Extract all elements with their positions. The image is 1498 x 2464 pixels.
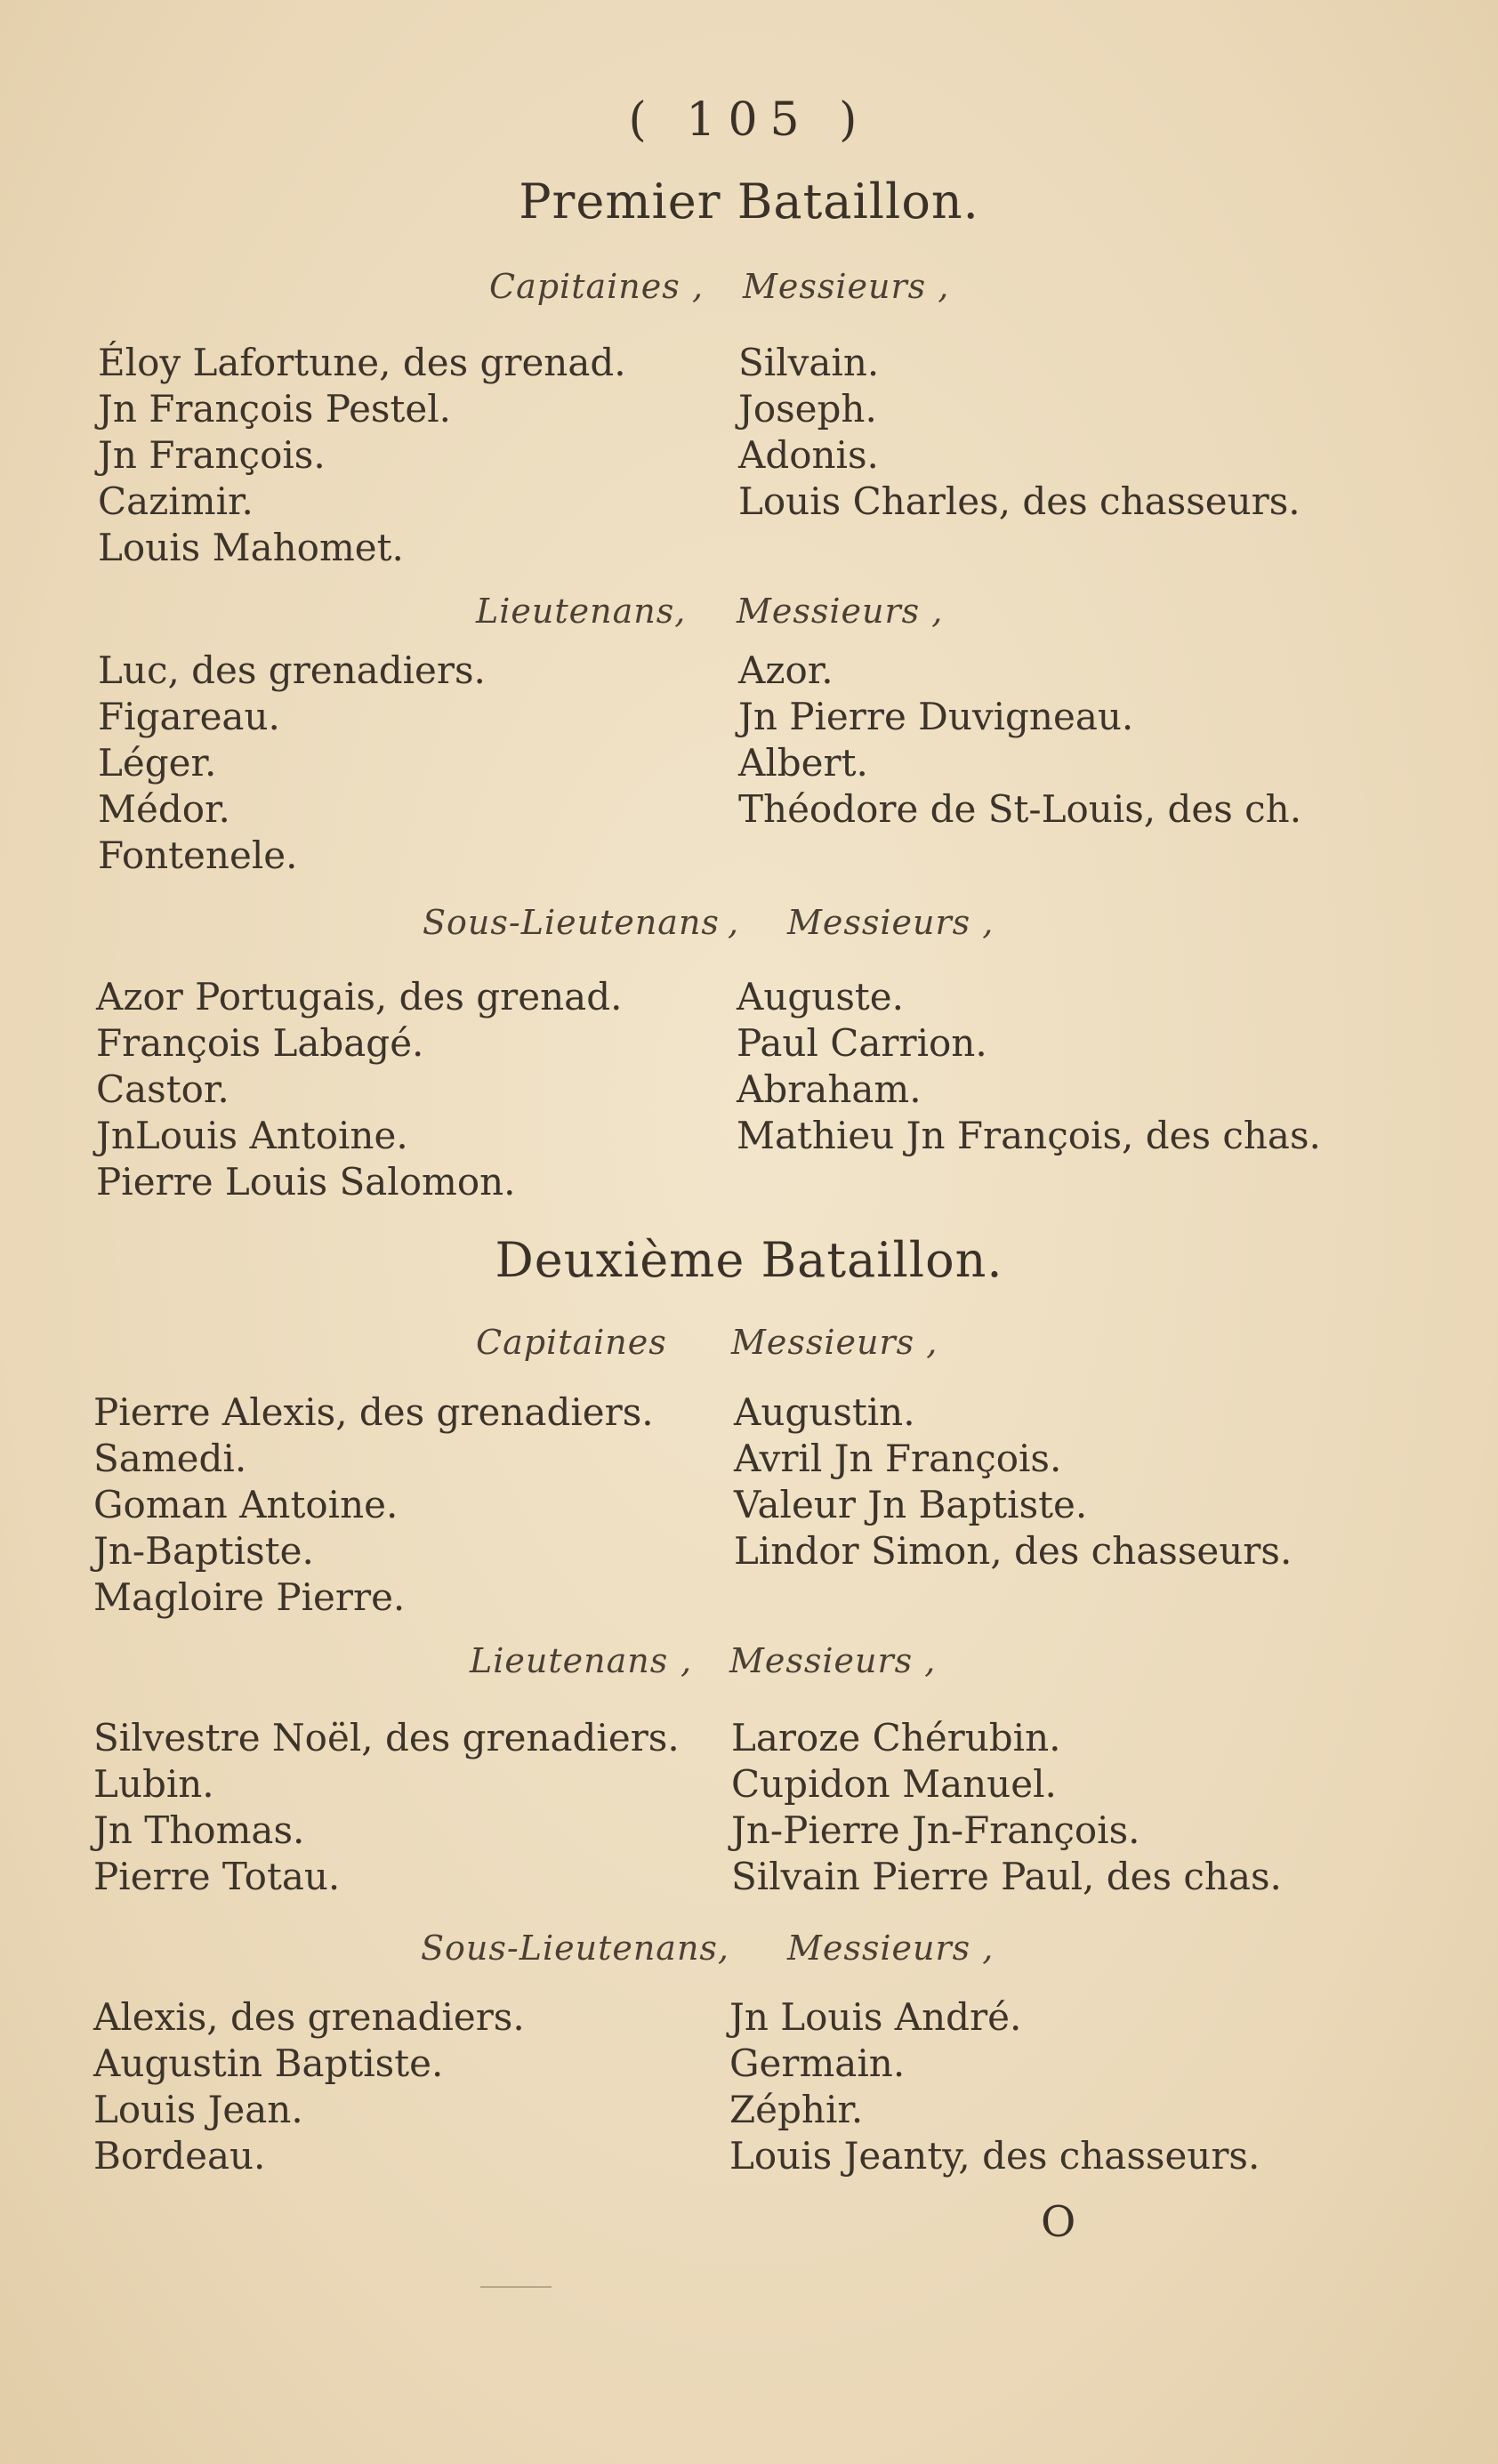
officer-entry: Samedi. — [93, 1437, 247, 1480]
officer-list-left — [98, 340, 626, 571]
officer-entry: Silvain Pierre Paul, des chas. — [731, 1855, 1282, 1898]
officer-entry: Valeur Jn Baptiste. — [734, 1483, 1088, 1526]
officer-entry: Auguste. — [737, 975, 904, 1019]
officer-entry: Silvain. — [738, 341, 880, 384]
officer-list-left — [93, 1715, 680, 1900]
officer-list-right — [738, 340, 1301, 525]
subheading-messieurs: Messieurs , — [743, 267, 950, 306]
officer-entry: Jn Thomas. — [93, 1808, 305, 1852]
officer-entry: Zéphir. — [729, 2088, 864, 2131]
officer-list-right — [734, 1389, 1292, 1574]
officer-entry: Paul Carrion. — [737, 1021, 987, 1065]
officer-entry: Cazimir. — [98, 479, 254, 523]
officer-entry: Fontenele. — [98, 833, 298, 877]
officer-entry: Bordeau. — [93, 2134, 266, 2178]
subheading-separator: , — [692, 267, 705, 306]
subheading-label: Lieutenans — [470, 1641, 669, 1680]
officer-entry: Lindor Simon, des chasseurs. — [734, 1529, 1293, 1573]
officer-entry: Léger. — [98, 741, 217, 785]
officer-entry: Augustin. — [734, 1390, 915, 1434]
officer-entry: Jn-Baptiste. — [93, 1529, 314, 1573]
officer-entry: Jn Pierre Duvigneau. — [738, 695, 1134, 738]
officer-entry: Laroze Chérubin. — [731, 1716, 1061, 1759]
officer-entry: Louis Charles, des chasseurs. — [738, 479, 1301, 523]
page-number: ( 105 ) — [628, 93, 870, 147]
officer-entry: Goman Antoine. — [93, 1483, 399, 1526]
officer-list-right — [731, 1715, 1282, 1900]
officer-entry: Pierre Louis Salomon. — [96, 1160, 516, 1204]
officer-entry: Augustin Baptiste. — [93, 2041, 444, 2085]
subheading-messieurs: Messieurs , — [731, 1323, 938, 1362]
officer-entry: Jn François Pestel. — [98, 387, 451, 431]
officer-entry: Pierre Totau. — [93, 1855, 341, 1898]
officer-entry: JnLouis Antoine. — [96, 1114, 408, 1157]
subheading-messieurs: Messieurs , — [729, 1641, 937, 1680]
officer-entry: Jn François. — [98, 433, 326, 477]
section-heading-deuxieme: Deuxième Bataillon. — [495, 1232, 1003, 1288]
officer-entry: Jn-Pierre Jn-François. — [731, 1808, 1140, 1852]
officer-entry: Magloire Pierre. — [93, 1575, 406, 1619]
officer-entry: Jn Louis André. — [729, 1995, 1022, 2039]
officer-list-right — [729, 1994, 1260, 2179]
officer-entry: Éloy Lafortune, des grenad. — [98, 341, 626, 384]
officer-entry: Pierre Alexis, des grenadiers. — [93, 1390, 654, 1434]
officer-entry: Germain. — [729, 2041, 906, 2085]
catchword-signature: O — [1041, 2197, 1076, 2247]
subheading-separator: , — [681, 1641, 693, 1680]
subheading-messieurs: Messieurs , — [787, 1929, 995, 1968]
officer-entry: Louis Jeanty, des chasseurs. — [729, 2134, 1260, 2178]
officer-entry: Adonis. — [738, 433, 879, 477]
officer-entry: Azor Portugais, des grenad. — [96, 975, 623, 1019]
officer-entry: Cupidon Manuel. — [731, 1762, 1057, 1806]
subheading-label: Capitaines — [489, 267, 681, 306]
subheading-messieurs: Messieurs , — [787, 903, 995, 942]
subheading-messieurs: Messieurs , — [737, 592, 944, 631]
officer-entry: Lubin. — [93, 1762, 214, 1806]
officer-entry: Médor. — [98, 787, 230, 831]
subheading-label: Sous-Lieutenans — [423, 903, 720, 942]
officer-list-right — [737, 974, 1321, 1159]
officer-entry: Louis Jean. — [93, 2088, 303, 2131]
officer-list-left — [98, 648, 486, 879]
officer-entry: Joseph. — [738, 387, 877, 431]
divider-rule — [480, 2286, 552, 2288]
officer-entry: Louis Mahomet. — [98, 526, 404, 569]
officer-entry: Mathieu Jn François, des chas. — [737, 1114, 1321, 1157]
subheading-label: Sous-Lieutenans, — [421, 1929, 730, 1968]
subheading-label: Capitaines — [476, 1323, 667, 1362]
officer-entry: François Labagé. — [96, 1021, 424, 1065]
officer-entry: Théodore de St-Louis, des ch. — [738, 787, 1302, 831]
officer-entry: Alexis, des grenadiers. — [93, 1995, 525, 2039]
officer-entry: Albert. — [738, 741, 868, 785]
officer-entry: Silvestre Noël, des grenadiers. — [93, 1716, 680, 1759]
officer-entry: Abraham. — [737, 1067, 922, 1111]
officer-list-right — [738, 648, 1301, 833]
officer-list-left — [96, 974, 622, 1205]
subheading-label: Lieutenans, — [476, 592, 687, 631]
officer-list-left — [93, 1389, 654, 1621]
officer-entry: Luc, des grenadiers. — [98, 648, 486, 692]
subheading-separator: , — [728, 903, 740, 942]
officer-entry: Azor. — [738, 648, 834, 692]
officer-list-left — [93, 1994, 525, 2179]
officer-entry: Castor. — [96, 1067, 230, 1111]
officer-entry: Figareau. — [98, 695, 280, 738]
officer-entry: Avril Jn François. — [734, 1437, 1062, 1480]
section-heading-premier: Premier Bataillon. — [519, 173, 979, 229]
